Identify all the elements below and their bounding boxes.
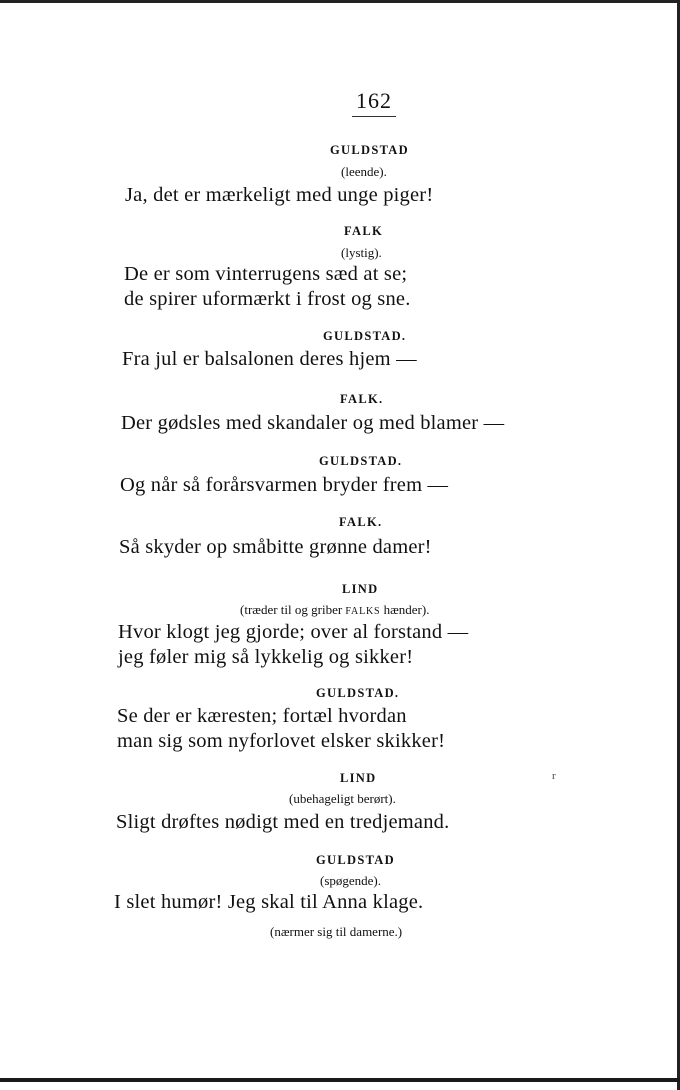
- stage-direction: (ubehageligt berørt).: [289, 791, 396, 806]
- stage-direction: [240, 602, 429, 618]
- verse-line: I slet humør! Jeg skal til Anna klage.: [114, 891, 424, 913]
- character-name-smallcaps: FALKS: [345, 606, 381, 617]
- margin-mark: r: [552, 770, 556, 782]
- page-bottom-edge: [0, 1078, 680, 1082]
- verse-line: Se der er kæresten; fortæl hvordan: [117, 705, 407, 727]
- stage-direction-text: (træder til og griber: [240, 602, 343, 617]
- stage-direction-text: hænder).: [383, 602, 430, 617]
- speaker-name: GULDSTAD: [330, 143, 409, 157]
- verse-line: Sligt drøftes nødigt med en tredjemand.: [116, 811, 450, 833]
- speaker-name: FALK: [344, 224, 383, 238]
- speaker-name: GULDSTAD.: [323, 329, 407, 343]
- page-number: 162: [352, 88, 396, 117]
- verse-line: De er som vinterrugens sæd at se;: [124, 263, 408, 285]
- stage-direction: (nærmer sig til damerne.): [270, 924, 403, 939]
- speaker-name: LIND: [340, 771, 377, 785]
- verse-line: Så skyder op småbitte grønne damer!: [119, 536, 432, 558]
- verse-line: Ja, det er mærkeligt med unge piger!: [125, 184, 434, 206]
- speaker-name: LIND: [342, 582, 379, 596]
- verse-line: man sig som nyforlovet elsker skikker!: [117, 730, 446, 752]
- speaker-name: GULDSTAD: [316, 853, 395, 867]
- verse-line: Der gødsles med skandaler og med blamer —: [121, 412, 505, 434]
- verse-line: Hvor klogt jeg gjorde; over al forstand —: [118, 621, 469, 643]
- verse-line: Fra jul er balsalonen deres hjem —: [122, 348, 417, 370]
- stage-direction: (lystig).: [341, 245, 382, 260]
- stage-direction: (spøgende).: [320, 873, 382, 888]
- speaker-name: GULDSTAD.: [319, 454, 403, 468]
- verse-line: de spirer uformærkt i frost og sne.: [124, 288, 411, 310]
- stage-direction: (leende).: [341, 164, 387, 179]
- speaker-name: FALK.: [340, 392, 384, 406]
- page-top-edge: [0, 0, 680, 3]
- verse-line: Og når så forårsvarmen bryder frem —: [120, 474, 449, 496]
- speaker-name: GULDSTAD.: [316, 686, 400, 700]
- speaker-name: FALK.: [339, 515, 383, 529]
- verse-line: jeg føler mig så lykkelig og sikker!: [118, 646, 414, 668]
